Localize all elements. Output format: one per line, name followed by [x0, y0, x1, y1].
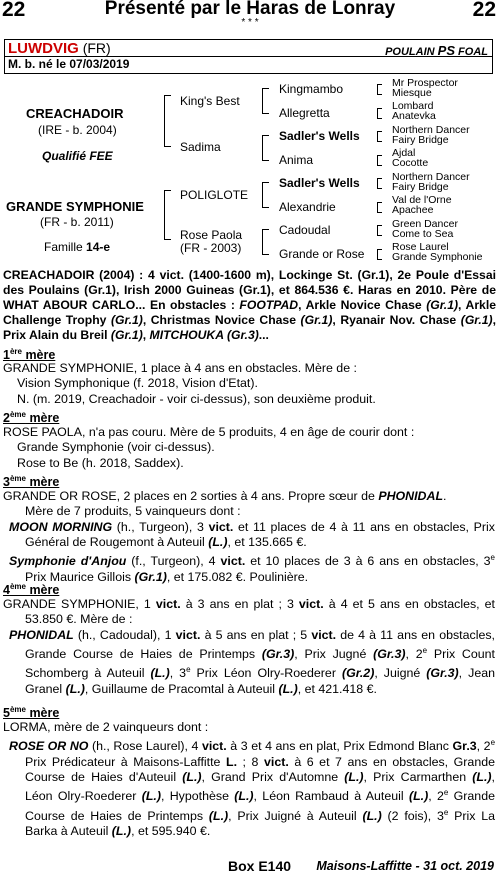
- dam-info: (FR - b. 2011): [40, 215, 114, 229]
- dam-heading-3: 3ème mère: [3, 474, 60, 490]
- bracket: [377, 131, 382, 142]
- sire-summary: CREACHADOIR (2004) : 4 vict. (1400-1600 m), Lockinge St. (Gr.1), 2e Poule d'Essai des Poulains (Gr.1), Irish 2000 Guineas (Gr.1), et 864.536 €. Haras en 2010. Père de WHAT ABOUR CARLO... En obstacles : FOOTPAD, Arkle Novice Chase (Gr.1), Arkle Challenge Trophy (Gr.1), Christmas Novice Chase (Gr.1), Ryanair Nov. Chase (Gr.1), Prix Alain du Breil (Gr.1), MITCHOUKA (Gr.3)...: [3, 268, 496, 343]
- g3-name: Sadler's Wells: [279, 129, 360, 143]
- sire-info: (IRE - b. 2004): [38, 123, 117, 137]
- bracket: [262, 88, 269, 114]
- g3-name: Kingmambo: [279, 82, 344, 96]
- dam-5-text: LORMA, mère de 2 vainqueurs dont : ROSE OR NO (h., Rose Laurel), 4 vict. à 3 et 4 ans en plat, Prix Edmond Blanc Gr.3, 2e Prix Prédicateur à Maisons-Laffitte L. ; 8 vict. à 6 et 7 ans en obstacles, Grande Course de Haies d'Auteuil (L.), Grand Prix d'Automne (L.), Prix Carmarthen (L.), Léon Olry-Roederer (L.), Hypothèse (L.), Léon Rambaud à Auteuil (L.), 2e Grande Course de Haies de Printemps (L.), Prix Juigné à Auteuil (L.) (2 fois), 3e Prix La Barka à Auteuil (L.), et 595.940 €.: [3, 720, 496, 839]
- g3-name: Anima: [279, 153, 314, 167]
- dam-family: Famille 14-e: [44, 240, 111, 254]
- bracket: [377, 225, 382, 236]
- g4-name: Val de l'Orne: [392, 194, 452, 206]
- pedigree-chart: [0, 74, 500, 266]
- g4-name: Fairy Bridge: [392, 181, 449, 193]
- consignor-title: Présenté par le Haras de Lonray: [104, 0, 396, 19]
- lot-number-left: 22: [2, 0, 26, 21]
- sire-note: Qualifié FEE: [42, 149, 113, 163]
- dam-heading-2: 2ème mère: [3, 410, 60, 426]
- g4-name: Cocotte: [392, 157, 429, 169]
- bracket: [262, 135, 269, 161]
- dam-1-text: GRANDE SYMPHONIE, 1 place à 4 ans en obstacles. Mère de : Vision Symphonique (f. 2018, Vision d'Etat). N. (m. 2019, Creachadoir - voir ci-dessus), son deuxième produit.: [3, 361, 376, 406]
- g4-name: Lombard: [392, 100, 434, 112]
- g4-name: Rose Laurel: [392, 241, 449, 253]
- bracket: [377, 249, 382, 260]
- g2-name: King's Best: [180, 94, 240, 108]
- g4-name: Anatevka: [392, 110, 436, 122]
- dam-2-text: ROSE PAOLA, n'a pas couru. Mère de 5 produits, 4 en âge de courir dont : Grande Symphonie (voir ci-dessus). Rose to Be (h. 2018, Saddex).: [3, 425, 415, 470]
- g4-name: Fairy Bridge: [392, 134, 449, 146]
- g4-name: Green Dancer: [392, 218, 458, 230]
- lot-number-right: 22: [472, 0, 496, 21]
- dam-heading-1: 1ère mère: [3, 347, 56, 363]
- produce-entry: ROSE OR NO (h., Rose Laurel), 4 vict. à 3 et 4 ans en plat, Prix Edmond Blanc Gr.3, 2e Prix Prédicateur à Maisons-Laffitte L. ; 8 vict. à 6 et 7 ans en obstacles, Grande Course de Haies d'Auteuil (L.), Grand Prix d'Automne (L.), Prix Carmarthen (L.), Léon Olry-Roederer (L.), Hypothèse (L.), Léon Rambaud à Auteuil (L.), 2e Grande Course de Haies de Printemps (L.), Prix Juigné à Auteuil (L.) (2 fois), 3e Prix La Barka à Auteuil (L.), et 595.940 €.: [9, 738, 496, 839]
- g2-info: (FR - 2003): [180, 241, 242, 255]
- g4-name: Ajdal: [392, 147, 416, 159]
- horse-id-box: [4, 39, 493, 74]
- g2-name: Sadima: [180, 140, 221, 154]
- g3-name: Sadler's Wells: [279, 176, 360, 190]
- bracket: [262, 229, 269, 255]
- sire-name: CREACHADOIR: [26, 106, 124, 121]
- bracket: [377, 108, 382, 119]
- bracket: [377, 84, 382, 95]
- page-footer: [0, 858, 500, 876]
- g4-name: Apachee: [392, 204, 434, 216]
- g2-name: POLIGLOTE: [180, 188, 249, 202]
- separator-stars: * * *: [241, 17, 259, 28]
- bracket: [377, 155, 382, 166]
- dam-name: GRANDE SYMPHONIE: [6, 199, 144, 214]
- g4-name: Northern Dancer: [392, 124, 470, 136]
- produce-entry: PHONIDAL (h., Cadoudal), 1 vict. à 5 ans en plat ; 5 vict. de 4 à 11 ans en obstacles, Grande Course de Haies de Printemps (Gr.3), Prix Jugné (Gr.3), 2e Prix Count Schomberg à Auteuil (L.), 3e Prix Léon Olry-Roederer (Gr.2), Juigné (Gr.3), Jean Granel (L.), Guillaume de Pracomtal à Auteuil (L.), et 421.418 €.: [9, 627, 495, 696]
- dam-3-text: GRANDE OR ROSE, 2 places en 2 sorties à 4 ans. Propre sœur de PHONIDAL. Mère de 7 produits, 5 vainqueurs dont : MOON MORNING (h., Turgeon), 3 vict. et 11 places de 4 à 11 ans en obstacles, Prix Général de Rougemont à Auteuil (L.), et 135.665 €. Symphonie d'Anjou (f., Turgeon), 4 vict. et 10 places de 3 à 6 ans en obstacles, 3e Prix Maurice Gillois (Gr.1), et 175.082 €. Poulinière.: [3, 489, 495, 584]
- g4-name: Mr Prospector: [392, 77, 458, 89]
- g4-name: Miesque: [392, 87, 432, 99]
- g2-name: Rose Paola: [180, 228, 243, 242]
- produce-entry: Symphonie d'Anjou (f., Turgeon), 4 vict. et 10 places de 3 à 6 ans en obstacles, 3e Prix Maurice Gillois (Gr.1), et 175.082 €. Poulinière.: [9, 553, 495, 584]
- bracket: [164, 95, 171, 147]
- produce-entry: MOON MORNING (h., Turgeon), 3 vict. et 11 places de 4 à 11 ans en obstacles, Prix Général de Rougemont à Auteuil (L.), et 135.665 €.: [9, 519, 495, 549]
- g4-name: Grande Symphonie: [392, 251, 483, 263]
- dam-4-text: GRANDE SYMPHONIE, 1 vict. à 3 ans en plat ; 3 vict. à 4 et 5 ans en obstacles, et 53.850 €. Mère de : PHONIDAL (h., Cadoudal), 1 vict. à 5 ans en plat ; 5 vict. de 4 à 11 ans en obstacles, Grande Course de Haies de Printemps (Gr.3), Prix Jugné (Gr.3), 2e Prix Count Schomberg à Auteuil (L.), 3e Prix Léon Olry-Roederer (Gr.2), Juigné (Gr.3), Jean Granel (L.), Guillaume de Pracomtal à Auteuil (L.), et 421.418 €.: [3, 597, 495, 696]
- page-header: [0, 0, 500, 28]
- bracket: [377, 178, 382, 189]
- g4-name: Northern Dancer: [392, 171, 470, 183]
- horse-birth: M. b. né le 07/03/2019: [8, 57, 130, 71]
- dam-heading-4: 4ème mère: [3, 582, 60, 598]
- g3-name: Grande or Rose: [279, 247, 365, 261]
- bracket: [377, 202, 382, 213]
- horse-name: LUWDVIG (FR): [8, 40, 111, 57]
- g3-name: Allegretta: [279, 106, 330, 120]
- sale-venue-date: Maisons-Laffitte - 31 oct. 2019: [316, 859, 494, 873]
- box-number: Box E140: [228, 858, 292, 874]
- g4-name: Come to Sea: [392, 228, 454, 240]
- horse-category: POULAIN PS FOAL: [385, 43, 488, 58]
- g3-name: Cadoudal: [279, 223, 331, 237]
- dam-heading-5: 5ème mère: [3, 705, 60, 721]
- bracket: [164, 190, 171, 240]
- g3-name: Alexandrie: [279, 200, 336, 214]
- bracket: [262, 182, 269, 208]
